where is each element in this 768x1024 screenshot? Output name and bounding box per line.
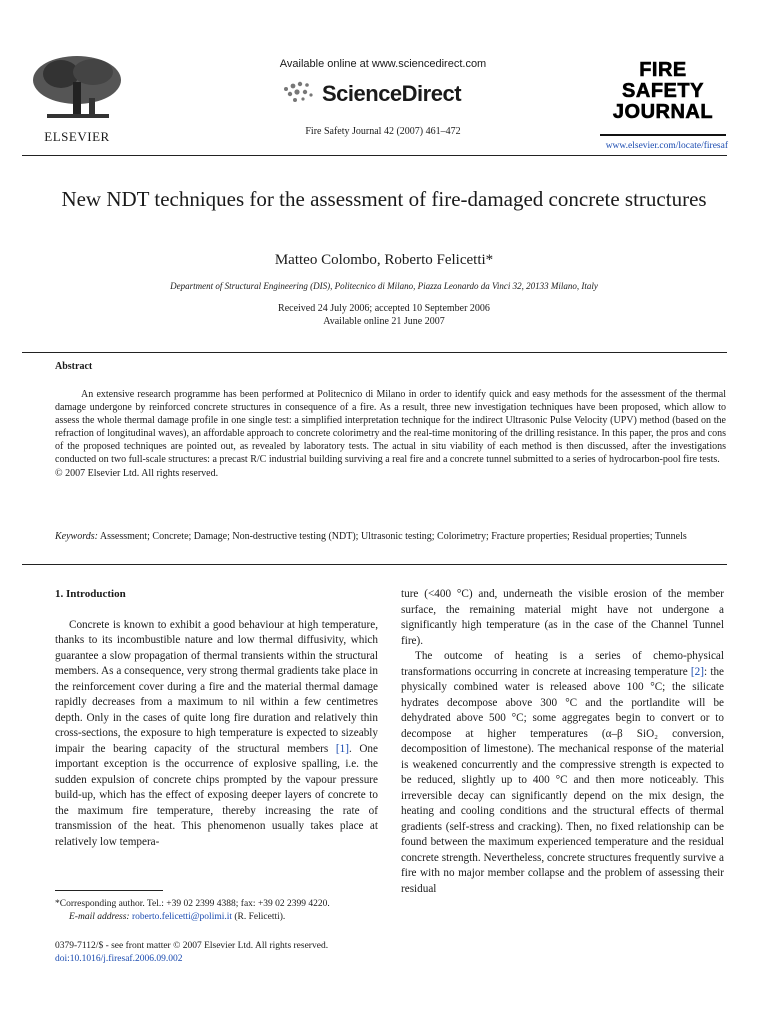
left-column	[55, 587, 378, 850]
intro-paragraph-1-cont: ture (<400 °C) and, underneath the visible erosion of the member surface, the remaining material might have not undergone a significantly high temperature (as in the case of the Channel Tunnel fire).	[401, 588, 724, 647]
author-affiliation: Department of Structural Engineering (DIS), Politecnico di Milano, Piazza Leonardo da Vinci 32, 20133 Milano, Italy	[170, 281, 598, 291]
intro-p2-text-a: The outcome of heating is a series of chemo-physical transformations occurring in concrete at increasing temperature	[401, 650, 724, 678]
elsevier-logo	[22, 52, 132, 144]
intro-text-a: Concrete is known to exhibit a good behaviour at high temperature, thanks to its incombustible nature and low thermal diffusivity, which guarantee a slow propagation of thermal transients within the structural members. As a consequence, very strong thermal gradients take place in the reinforcement cover during a fire and the material thermal damage rapidly decreases from a maximum to nil within a few centimetres depth. Only in the cases of quite long fire duration and relatively thin cross-sections, the exposure to high temperature is expected to sizeably impair the bearing capacity of the structural members	[55, 618, 378, 755]
intro-paragraph-2	[401, 649, 724, 897]
fire-safety-journal-logo	[600, 60, 726, 136]
abstract-rule	[22, 352, 727, 353]
citation-link-2[interactable]: [2]	[690, 665, 704, 678]
email-label: E-mail address:	[69, 912, 130, 922]
corresponding-author-footnote	[55, 898, 385, 924]
front-matter-line: 0379-7112/$ - see front matter © 2007 Elsevier Ltd. All rights reserved.	[55, 941, 329, 951]
intro-paragraph-1	[55, 618, 378, 851]
sciencedirect-wordmark: ScienceDirect	[322, 81, 462, 106]
elsevier-tree-icon	[27, 52, 127, 122]
received-date: Received 24 July 2006; accepted 10 September 2006	[278, 303, 490, 314]
abstract-heading: Abstract	[55, 361, 93, 372]
keywords-label: Keywords:	[55, 531, 98, 542]
email-link[interactable]: roberto.felicetti@polimi.it	[131, 912, 233, 922]
logo-line-fire: FIRE	[639, 59, 687, 81]
journal-url-link[interactable]: www.elsevier.com/locate/firesaf	[605, 141, 728, 151]
abstract-body	[55, 388, 726, 480]
section-heading: 1. Introduction	[55, 588, 126, 600]
footnote-email-line	[55, 911, 385, 924]
doi-link[interactable]: doi:10.1016/j.firesaf.2006.09.002	[55, 954, 183, 964]
logo-line-safety: SAFETY	[622, 80, 704, 102]
intro-p2-text-b: : the physically combined water is released above 100 °C; the silicate hydrates decompose above 300 °C and the portlandite will be dehydrated above 500 °C; some aggregates begin to convert or to decompose at higher temperatures (α–β SiO₂ conversion, decomposition of limestone). The mechanical response of the material is weakened concurrently and the compressive strength is expected to be reduced, slightly up to 400 °C and then more noticeably. This irreversible decay can significantly depend on the mix design, the heating and cooling conditions and the structural effects of thermal gradients (self-stress and cracking). Then, no fixed relationship can be found between the maximum experienced temperature and the residual concrete strength. Nevertheless, concrete structures frequently survive a fire with no major member collapse and the problem of assessing their residual	[401, 665, 724, 895]
keywords	[55, 530, 726, 543]
available-date: Available online 21 June 2007	[323, 316, 445, 327]
email-tail: (R. Felicetti).	[232, 912, 286, 922]
available-online: Available online at www.sciencedirect.com	[279, 58, 487, 70]
keywords-rule	[22, 564, 727, 565]
publisher-name: ELSEVIER	[44, 129, 110, 144]
sciencedirect-logo	[278, 76, 518, 112]
sciencedirect-dots-icon	[278, 79, 322, 109]
article-title: New NDT techniques for the assessment of fire-damaged concrete structures	[61, 187, 707, 211]
header-rule	[22, 155, 727, 156]
footnote-rule	[55, 890, 163, 891]
journal-reference: Fire Safety Journal 42 (2007) 461–472	[305, 126, 461, 137]
issn-block	[55, 940, 385, 966]
article-authors: Matteo Colombo, Roberto Felicetti*	[274, 252, 494, 268]
citation-link-1[interactable]: [1]	[335, 742, 349, 755]
right-column	[401, 587, 724, 897]
logo-line-journal: JOURNAL	[612, 101, 714, 123]
article-dates	[60, 302, 708, 328]
keywords-list: Assessment; Concrete; Damage; Non-destructive testing (NDT); Ultrasonic testing; Colorimetry; Fracture properties; Residual properties; Tunnels	[97, 531, 687, 542]
footnote-contact: *Corresponding author. Tel.: +39 02 2399 4388; fax: +39 02 2399 4220.	[55, 899, 330, 909]
intro-text-b: . One important exception is the occurrence of explosive spalling, i.e. the sudden expulsion of concrete chips prompted by the vapour pressure build-up, which has the effect of exposing deeper layers of concrete to the maximum fire temperature, thereby increasing the rate of transmission of the heat. This phenomenon usually takes place at relatively low tempera-	[55, 742, 378, 848]
abstract-copyright: © 2007 Elsevier Ltd. All rights reserved.	[55, 467, 219, 479]
abstract-text: An extensive research programme has been performed at Politecnico di Milano in order to identify quick and easy methods for the assessment of the thermal damage undergone by reinforced concrete structures in consequence of a fire. As a result, three new investigation techniques have been proposed, which allow to assess the whole thermal damage profile in one single test: a simplified interpretation technique for the indirect Ultrasonic Pulse Velocity (UPV) method (based on the refraction of longitudinal waves), an affordable approach to concrete colorimetry and the real-time monitoring of the drilling resistance. In this paper, the pros and cons of the proposed techniques are pointed out, as revealed by laboratory tests. The actual in situ viability of each method is then discussed, after the investigations conducted on two full-scale structures: a precast R/C industrial building surviving a real fire and a concrete tunnel submitted to a series of hydrocarbon-pool fire tests.	[55, 389, 726, 466]
